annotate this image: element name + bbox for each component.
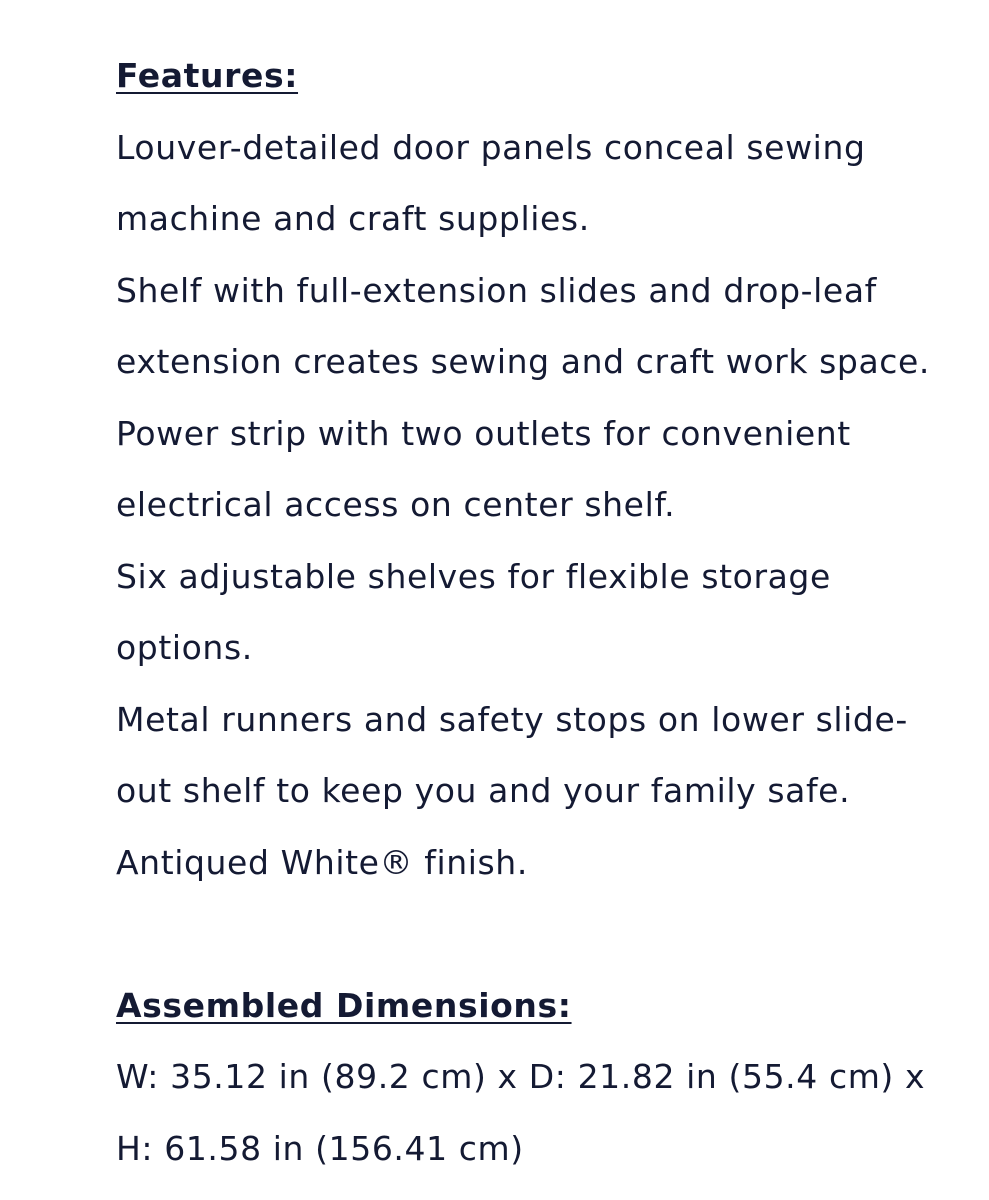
dimensions-heading: Assembled Dimensions:	[116, 985, 572, 1025]
feature-line: out shelf to keep you and your family safe.	[116, 771, 851, 810]
feature-line: options.	[116, 628, 253, 667]
section-spacer	[116, 898, 976, 970]
dimension-line: H: 61.58 in (156.41 cm)	[116, 1128, 524, 1168]
feature-line: Six adjustable shelves for flexible storage	[116, 556, 831, 596]
features-heading: Features:	[116, 56, 299, 95]
feature-line: extension creates sewing and craft work space.	[116, 342, 931, 381]
features-section	[116, 40, 976, 898]
dimension-line: W: 35.12 in (89.2 cm) x D: 21.82 in (55.4 cm) x	[116, 1057, 926, 1096]
product-description	[116, 40, 976, 1184]
feature-line: Antiqued White® finish.	[116, 842, 528, 882]
feature-line: Power strip with two outlets for convenient	[116, 413, 851, 453]
feature-line: machine and craft supplies.	[116, 199, 590, 238]
feature-line: Shelf with full-extension slides and drop-leaf	[116, 270, 877, 310]
feature-line: Louver-detailed door panels conceal sewing	[116, 127, 866, 167]
feature-line: Metal runners and safety stops on lower slide-	[116, 699, 908, 739]
feature-line: electrical access on center shelf.	[116, 485, 676, 524]
dimensions-section	[116, 970, 976, 1185]
